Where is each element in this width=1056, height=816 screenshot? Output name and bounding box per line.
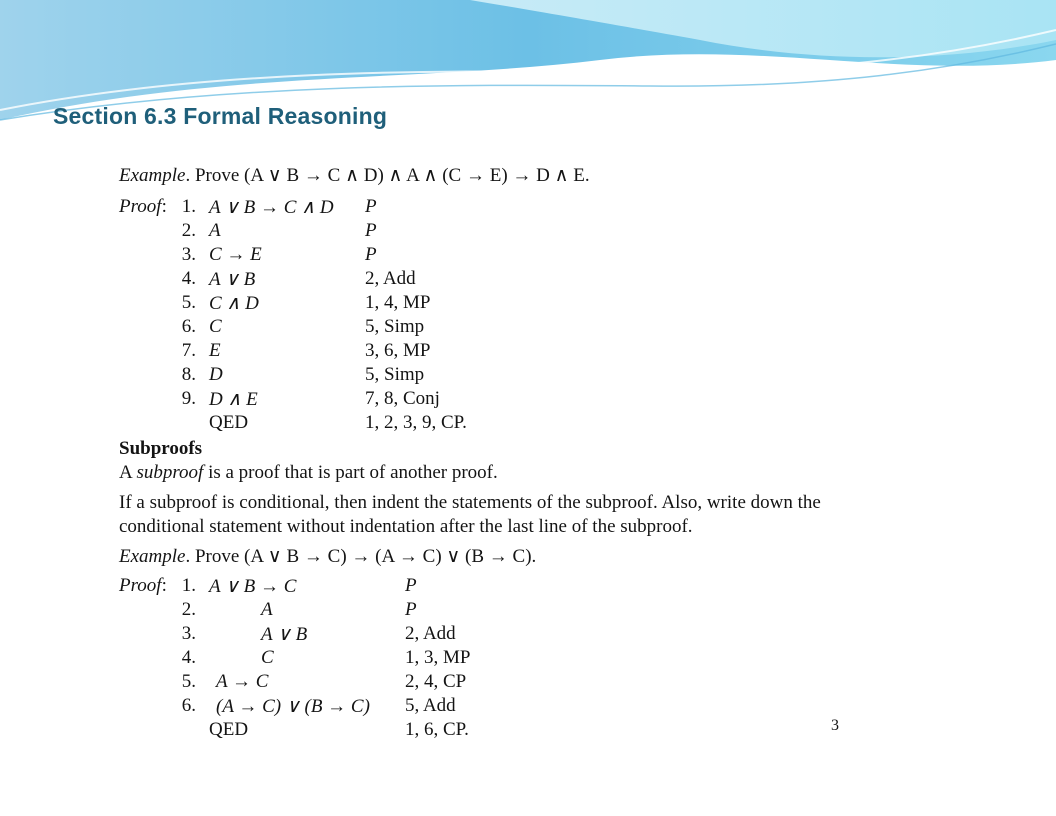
- example-text: . Prove (A ∨ B → C) → (A → C) ∨ (B → C).: [185, 546, 537, 567]
- subproof-rule-line-1: If a subproof is conditional, then indent the statements of the subproof. Also, write down the: [119, 492, 821, 513]
- example-1-statement: [119, 164, 590, 187]
- proof-content-panel: Example. Prove (A ∨ B → C ∧ D) ∧ A ∧ (C → E) → D ∧ E. Proof: 1. A ∨ B → C ∧ D P 2. A P 3. C → E P 4. A ∨ B 2, Add 5. C ∧ D 1, 4, MP 6. C 5, Simp 7. E 3, 6, MP 8. D 5, Simp 9. D ∧ E 7, 8, Conj QED 1, 2, 3, 9, CP. Subproofs A subproof is a proof that is part of another proof. If a subproof is conditional, then indent the statements of the subproof. Also, write down the conditional statement without indentation after the last line of the subproof. Example. Prove (A ∨ B → C) → (A → C) ∨ (B → C). Proof: 1. A ∨ B → C P 2. A P 3. A ∨ B 2, Add 4. C 1, 3, MP 5. A → C 2, 4, CP 6. (A → C) ∨ (B → C) 5, Add QED 1, 6, CP. 3: [113, 160, 880, 742]
- proof-1-label: Proof:: [119, 196, 167, 217]
- subproof-rule-line-2: conditional statement without indentation after the last line of the subproof.: [119, 516, 693, 537]
- slide-title: Section 6.3 Formal Reasoning: [53, 103, 388, 129]
- page-number: 3: [831, 717, 839, 734]
- subproof-term: subproof: [136, 462, 204, 483]
- proof-2-label: Proof:: [119, 575, 167, 596]
- example-text: . Prove (A ∨ B → C ∧ D) ∧ A ∧ (C → E) → D ∧ E.: [185, 165, 590, 186]
- subproofs-heading: Subproofs: [119, 438, 203, 459]
- subproof-definition: A subproof is a proof that is part of another proof.: [119, 462, 498, 483]
- example-label: Example: [119, 165, 186, 186]
- example-label: Example: [119, 546, 186, 567]
- example-2-statement: [119, 545, 536, 568]
